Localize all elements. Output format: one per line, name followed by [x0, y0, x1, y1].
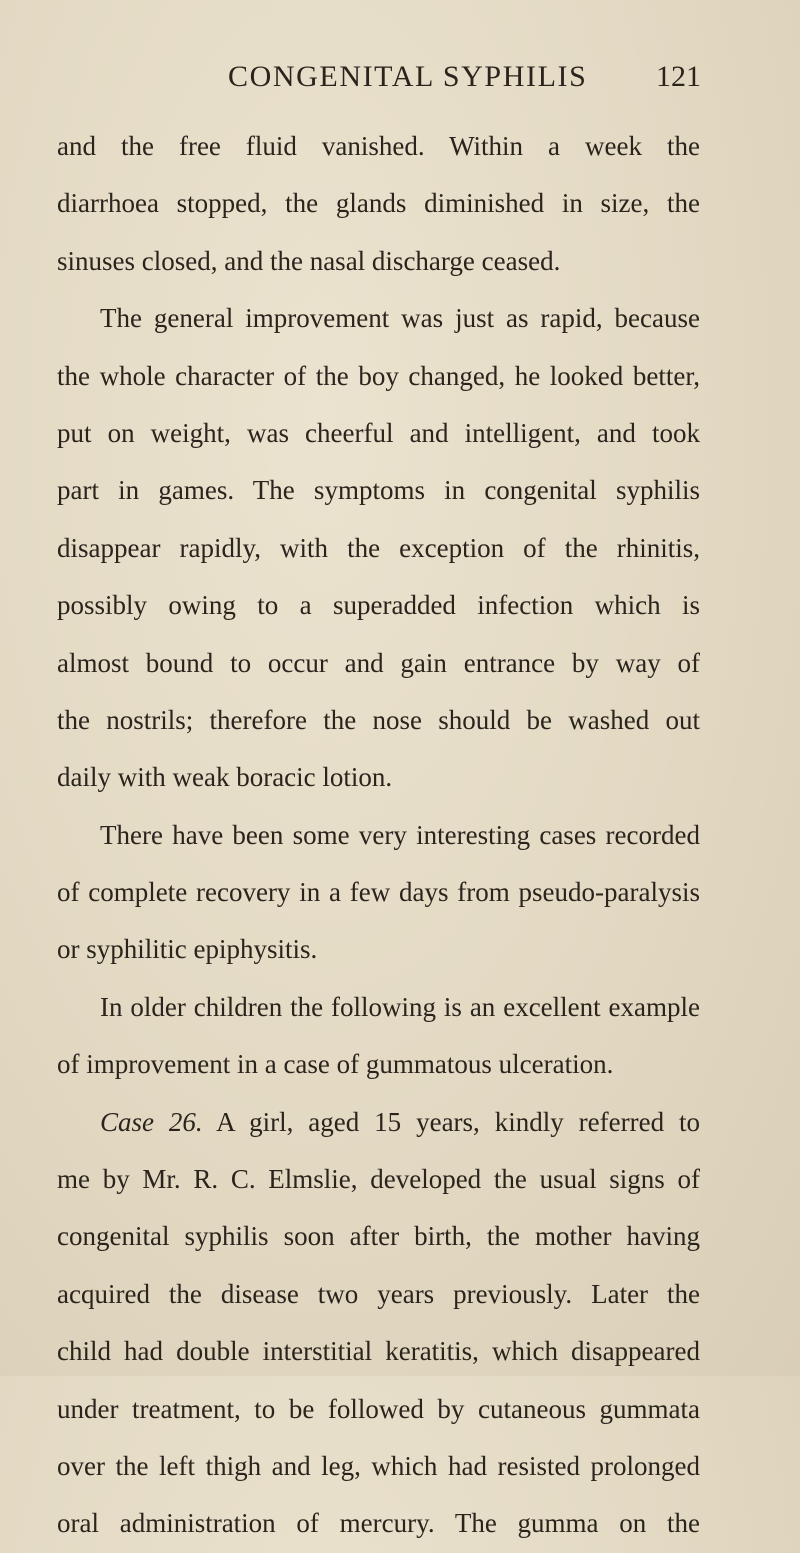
body-text	[57, 118, 700, 1553]
text-line: the whole character of the boy changed, he looked better,	[57, 360, 700, 391]
text-line: or syphilitic epiphysitis.	[57, 934, 318, 965]
page-number: 121	[656, 60, 701, 93]
text-line: under treatment, to be followed by cutaneous gummata	[57, 1393, 700, 1424]
text-line: of complete recovery in a few days from pseudo-paralysis	[57, 877, 700, 908]
text-line: almost bound to occur and gain entrance by way of	[57, 647, 700, 678]
case-start-line	[57, 1094, 700, 1151]
text-line: acquired the disease two years previously. Later the	[57, 1278, 700, 1309]
text-line: disappear rapidly, with the exception of the rhinitis,	[57, 532, 700, 563]
text-line: child had double interstitial keratitis, which disappeared	[57, 1336, 700, 1367]
text-line: congenital syphilis soon after birth, the mother having	[57, 1221, 700, 1252]
running-head	[0, 60, 800, 100]
text-line: of improvement in a case of gummatous ulceration.	[57, 1049, 614, 1080]
text-line: put on weight, was cheerful and intelligent, and took	[57, 417, 700, 448]
text-line: me by Mr. R. C. Elmslie, developed the usual signs of	[57, 1164, 700, 1195]
paragraph-start-line: In older children the following is an excellent example	[100, 991, 700, 1022]
paragraph-start-line: There have been some very interesting cases recorded	[100, 819, 700, 850]
case-line-text: A girl, aged 15 years, kindly referred to	[216, 1106, 700, 1137]
text-line: the nostrils; therefore the nose should be washed out	[57, 704, 700, 735]
text-line: over the left thigh and leg, which had resisted prolonged	[57, 1450, 700, 1481]
text-line: sinuses closed, and the nasal discharge ceased.	[57, 245, 561, 276]
text-line: and the free fluid vanished. Within a week the	[57, 131, 700, 161]
text-line: daily with weak boracic lotion.	[57, 762, 393, 793]
chapter-title: CONGENITAL SYPHILIS	[228, 60, 588, 93]
text-line: part in games. The symptoms in congenital syphilis	[57, 475, 700, 506]
case-label: Case 26.	[100, 1106, 203, 1137]
text-line: oral administration of mercury. The gumma on the	[57, 1508, 700, 1539]
text-line: diarrhoea stopped, the glands diminished in size, the	[57, 188, 700, 219]
text-line: possibly owing to a superadded infection which is	[57, 590, 700, 621]
paragraph-start-line: The general improvement was just as rapid, because	[100, 303, 700, 334]
